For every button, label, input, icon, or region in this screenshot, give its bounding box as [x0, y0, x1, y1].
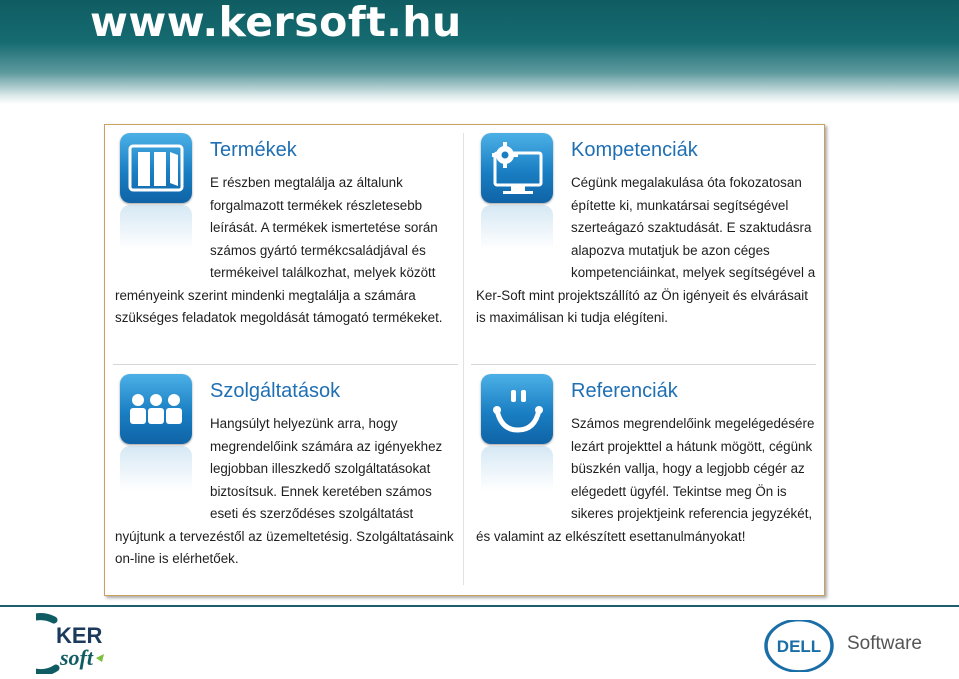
card-title: Kompetenciák: [571, 139, 698, 161]
card-text-content: Cégünk megalakulása óta fokozatosan építette ki, munkatársai segítségével szerteágazó szaktudását. E szaktudásra alapozva mutatjuk be azon céges kompetenciáinkat, melyek segítségével a Ker-Soft mint projektszállító az Ön igényeit és elvárásait is maximálisan ki tudja elégíteni.: [476, 175, 816, 325]
dell-software-label: Software: [847, 633, 922, 654]
card-szolgaltatasok[interactable]: [115, 368, 455, 593]
card-title: Szolgáltatások: [210, 380, 341, 402]
content-panel: [104, 124, 825, 596]
card-text: [476, 172, 816, 330]
footer-divider: [0, 605, 959, 607]
kersoft-logo-soft: soft: [60, 645, 93, 670]
divider: [113, 364, 458, 365]
card-text-content: Számos megrendelőink megelégedésére lezárt projekttel a hátunk mögött, cégünk büszkén vallja, hogy a legjobb cégér az elégedett ügyfél. Tekintse meg Ön is sikeres projektjeink referencia jegyzékét, és valamint az elkészített esettanulmányokat!: [476, 416, 815, 544]
card-text: [115, 413, 460, 571]
dell-logo-text: DELL: [776, 637, 822, 656]
divider: [463, 133, 464, 585]
card-referenciak[interactable]: [476, 368, 816, 593]
dell-logo[interactable]: [763, 620, 835, 672]
site-url-title[interactable]: www.kersoft.hu: [90, 0, 462, 46]
header-banner: [0, 0, 959, 104]
card-termekek[interactable]: [115, 127, 455, 357]
card-kompetenciak[interactable]: [476, 127, 816, 357]
leaf-icon: [96, 654, 104, 662]
card-title: Termékek: [210, 139, 297, 161]
card-text-content: E részben megtalálja az általunk forgalmazott termékek részletesebb leírását. A termékek ismertetése során számos gyártó termékcsaládjával és termékeivel találkozhat, melyek között reményeink szerint mindenki megtalálja a számára szükséges feladatok megoldását támogató termékeket.: [115, 175, 443, 325]
card-text: [476, 413, 816, 548]
divider: [471, 364, 816, 365]
card-text-content: Hangsúlyt helyezünk arra, hogy megrendelőink számára az igényekhez legjobban illeszkedő szolgáltatásokat biztosítsuk. Ennek keretében számos eseti és szerződéses szolgáltatást nyújtunk a tervezéstől az üzemeltetésig. Szolgáltatásaink on-line is elérhetőek.: [115, 416, 454, 566]
card-text: [115, 172, 460, 330]
kersoft-logo[interactable]: [36, 612, 136, 674]
kersoft-logo-ker: KER: [56, 623, 103, 648]
card-title: Referenciák: [571, 380, 678, 402]
